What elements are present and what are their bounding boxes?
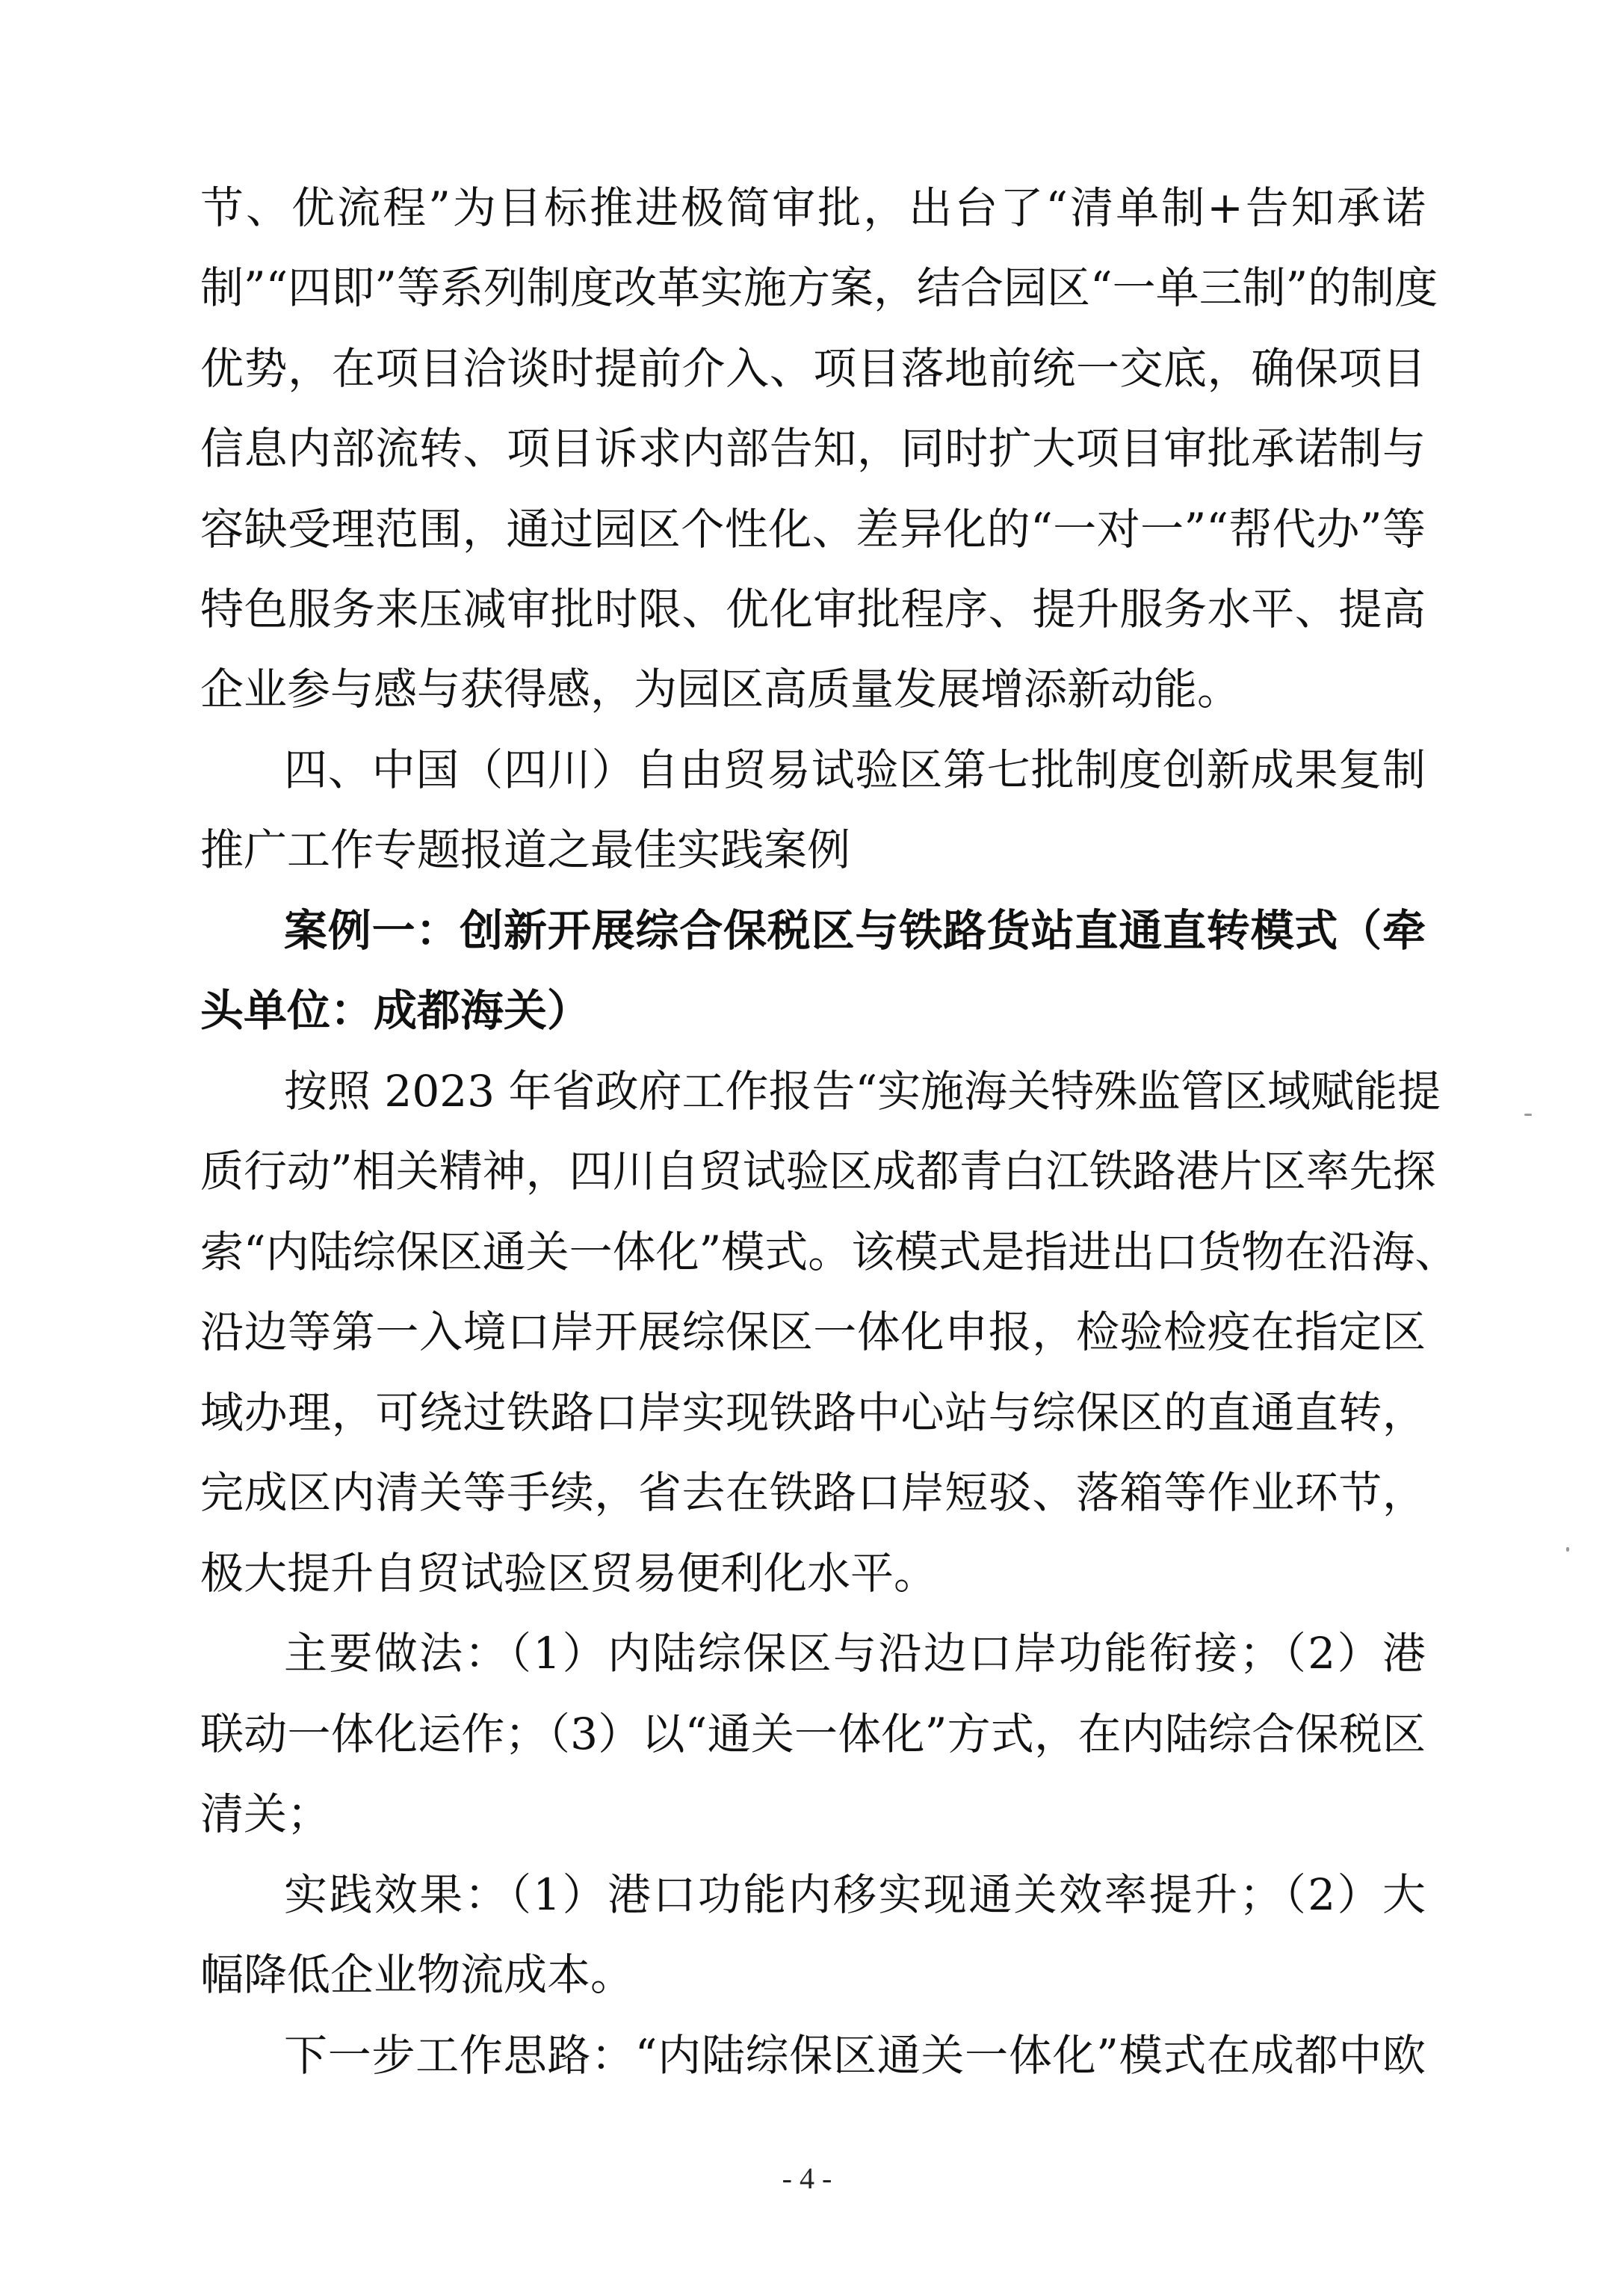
case-title-continued: 头单位：成都海关）: [200, 985, 591, 1036]
body-text-line: 容缺受理范围，通过园区个性化、差异化的“一对一”“帮代办”等: [200, 504, 1426, 555]
body-text-line: 下一步工作思路：“内陆综保区通关一体化”模式在成都中欧: [284, 2030, 1426, 2081]
body-text-line: 实践效果：（1）港口功能内移实现通关效率提升；（2）大: [284, 1869, 1426, 1920]
page-number: - 4 -: [782, 2161, 832, 2195]
section-heading-continued: 推广工作专题报道之最佳实践案例: [200, 824, 851, 875]
body-text-line: 特色服务来压减审批时限、优化审批程序、提升服务水平、提高: [200, 584, 1426, 635]
body-text-line: 质行动”相关精神，四川自贸试验区成都青白江铁路港片区率先探: [200, 1146, 1436, 1197]
body-text-line: 清关；: [200, 1789, 331, 1839]
body-text-line: 极大提升自贸试验区贸易便利化水平。: [200, 1548, 938, 1599]
body-text-line: 幅降低企业物流成本。: [200, 1949, 634, 2000]
body-text-line: 按照 2023 年省政府工作报告“实施海关特殊监管区域赋能提: [284, 1066, 1441, 1117]
scan-speck: [1566, 1547, 1569, 1552]
body-text-line: 优势，在项目洽谈时提前介入、项目落地前统一交底，确保项目: [200, 343, 1426, 394]
body-text-line: 沿边等第一入境口岸开展综保区一体化申报，检验检疫在指定区: [200, 1306, 1426, 1357]
body-text-line: 节、优流程”为目标推进极简审批，出台了“清单制+告知承诺: [200, 182, 1426, 233]
body-text-line: 主要做法：（1）内陆综保区与沿边口岸功能衔接；（2）港: [284, 1628, 1426, 1679]
scan-speck: [1524, 1114, 1532, 1116]
body-text-line: 制”“四即”等系列制度改革实施方案，结合园区“一单三制”的制度: [200, 262, 1438, 313]
body-text-line: 完成区内清关等手续，省去在铁路口岸短驳、落箱等作业环节，: [200, 1467, 1426, 1518]
body-text-line: 企业参与感与获得感，为园区高质量发展增添新动能。: [200, 664, 1241, 715]
body-text-line: 索“内陆综保区通关一体化”模式。该模式是指进出口货物在沿海、: [200, 1226, 1459, 1277]
body-text-line: 信息内部流转、项目诉求内部告知，同时扩大项目审批承诺制与: [200, 423, 1426, 474]
section-heading: 四、中国（四川）自由贸易试验区第七批制度创新成果复制: [284, 744, 1426, 795]
body-text-line: 联动一体化运作；（3）以“通关一体化”方式，在内陆综合保税区: [200, 1709, 1426, 1759]
body-text-line: 域办理，可绕过铁路口岸实现铁路中心站与综保区的直通直转，: [200, 1387, 1426, 1438]
case-title: 案例一：创新开展综合保税区与铁路货站直通直转模式（牵: [284, 905, 1426, 956]
